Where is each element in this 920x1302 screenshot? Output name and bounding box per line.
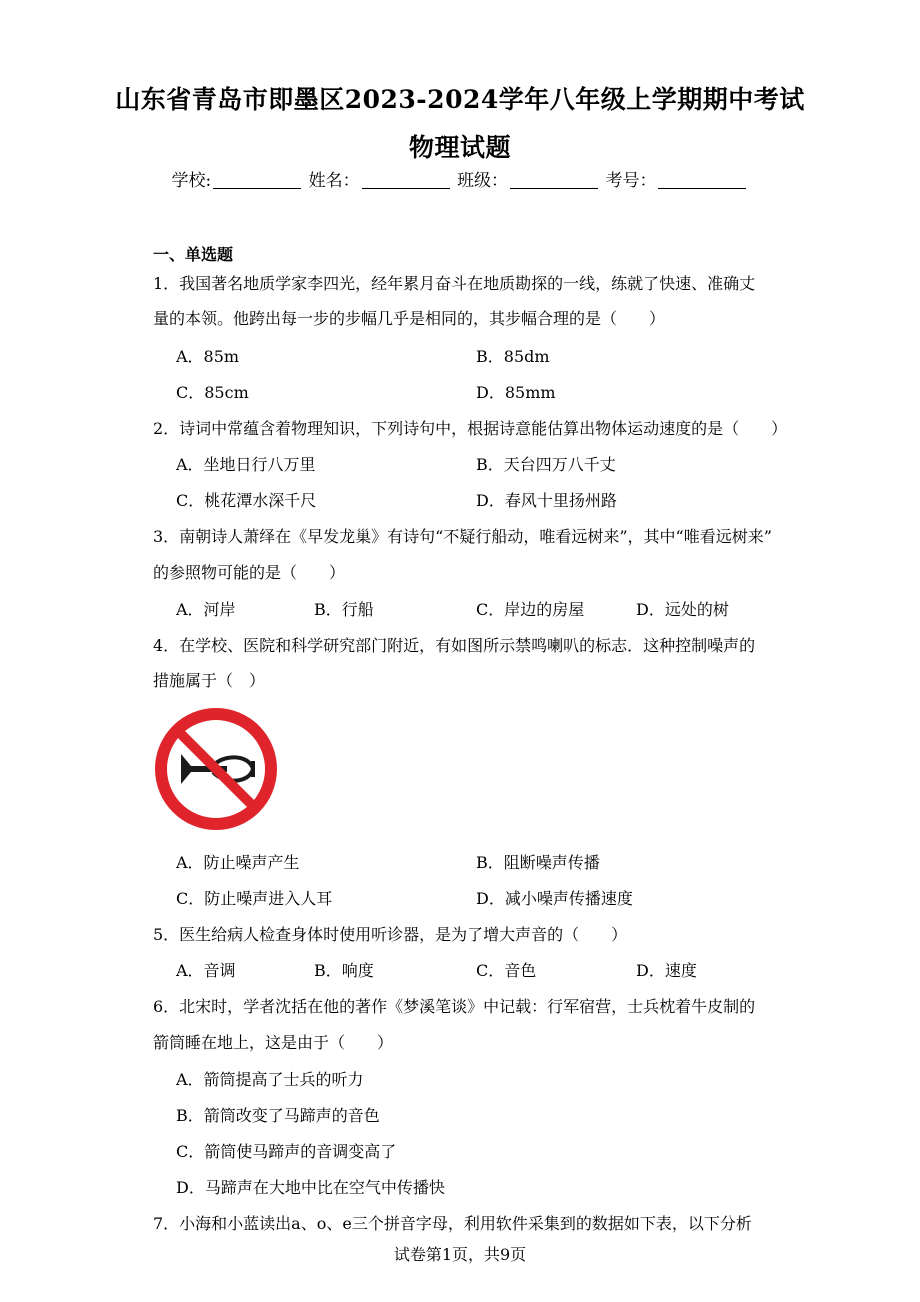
q6-option-c: C．箭筒使马蹄声的音调变高了 xyxy=(176,1142,397,1161)
exam-title-line1: 山东省青岛市即墨区2023-2024学年八年级上学期期中考试 xyxy=(115,85,805,114)
q1-option-a: A．85m xyxy=(176,347,240,366)
q1-option-b: B．85dm xyxy=(476,347,550,366)
question-4-line-1: 4．在学校、医院和科学研究部门附近，有如图所示禁鸣喇叭的标志．这种控制噪声的 xyxy=(153,636,756,655)
q4-option-a: A．防止噪声产生 xyxy=(176,853,300,872)
exam-number-label: 考号： xyxy=(605,171,657,191)
q3-option-d: D．远处的树 xyxy=(636,600,729,619)
q6-option-d: D．马蹄声在大地中比在空气中传播快 xyxy=(176,1178,445,1197)
name-label: 姓名： xyxy=(308,171,360,191)
class-blank[interactable] xyxy=(510,172,598,189)
q5-option-a: A．音调 xyxy=(176,961,236,980)
q5-option-d: D．速度 xyxy=(636,961,697,980)
page-footer: 试卷第1页，共9页 xyxy=(393,1245,527,1264)
q3-option-a: A．河岸 xyxy=(176,600,236,619)
q4-option-c: C．防止噪声进入人耳 xyxy=(176,889,333,908)
question-7-line-1: 7．小海和小蓝读出a、o、e三个拼音字母，利用软件采集到的数据如下表，以下分析 xyxy=(153,1214,752,1233)
question-1-line-2: 量的本领。他跨出每一步的步幅几乎是相同的，其步幅合理的是（ ） xyxy=(153,309,666,328)
exam-number-blank[interactable] xyxy=(658,172,746,189)
q1-option-d: D．85mm xyxy=(476,383,556,402)
school-blank[interactable] xyxy=(213,172,301,189)
q2-option-c: C．桃花潭水深千尺 xyxy=(176,491,317,510)
q5-option-b: B．响度 xyxy=(314,961,374,980)
question-1-line-1: 1．我国著名地质学家李四光，经年累月奋斗在地质勘探的一线，练就了快速、准确丈 xyxy=(153,274,756,293)
q5-option-c: C．音色 xyxy=(476,961,537,980)
exam-title-line2: 物理试题 xyxy=(408,133,511,162)
class-label: 班级： xyxy=(457,171,509,191)
q2-option-b: B．天台四万八千丈 xyxy=(476,455,616,474)
q2-option-a: A．坐地日行八万里 xyxy=(176,455,316,474)
section-heading: 一、单选题 xyxy=(153,245,234,264)
question-5-line-1: 5．医生给病人检查身体时使用听诊器，是为了增大声音的（ ） xyxy=(153,925,628,944)
name-blank[interactable] xyxy=(362,172,450,189)
question-6-line-2: 箭筒睡在地上，这是由于（ ） xyxy=(153,1033,394,1052)
q1-option-c: C．85cm xyxy=(176,383,249,402)
question-6-line-1: 6．北宋时，学者沈括在他的著作《梦溪笔谈》中记载：行军宿营，士兵枕着牛皮制的 xyxy=(153,997,756,1016)
q3-option-b: B．行船 xyxy=(314,600,374,619)
q2-option-d: D．春风十里扬州路 xyxy=(476,491,617,510)
q3-option-c: C．岸边的房屋 xyxy=(476,600,585,619)
student-info-row xyxy=(0,166,920,191)
q4-option-d: D．减小噪声传播速度 xyxy=(476,889,633,908)
question-2-line-1: 2．诗词中常蕴含着物理知识，下列诗句中，根据诗意能估算出物体运动速度的是（ ） xyxy=(153,419,788,438)
question-3-line-1: 3．南朝诗人萧绎在《早发龙巢》有诗句“不疑行船动，唯看远树来”，其中“唯看远树来” xyxy=(153,527,772,546)
q6-option-b: B．箭筒改变了马蹄声的音色 xyxy=(176,1106,380,1125)
q6-option-a: A．箭筒提高了士兵的听力 xyxy=(176,1070,364,1089)
question-4-line-2: 措施属于（ ） xyxy=(153,671,266,690)
q4-option-b: B．阻断噪声传播 xyxy=(476,853,600,872)
question-3-line-2: 的参照物可能的是（ ） xyxy=(153,563,346,582)
no-honking-sign-icon xyxy=(153,706,279,832)
school-label: 学校: xyxy=(171,171,212,191)
